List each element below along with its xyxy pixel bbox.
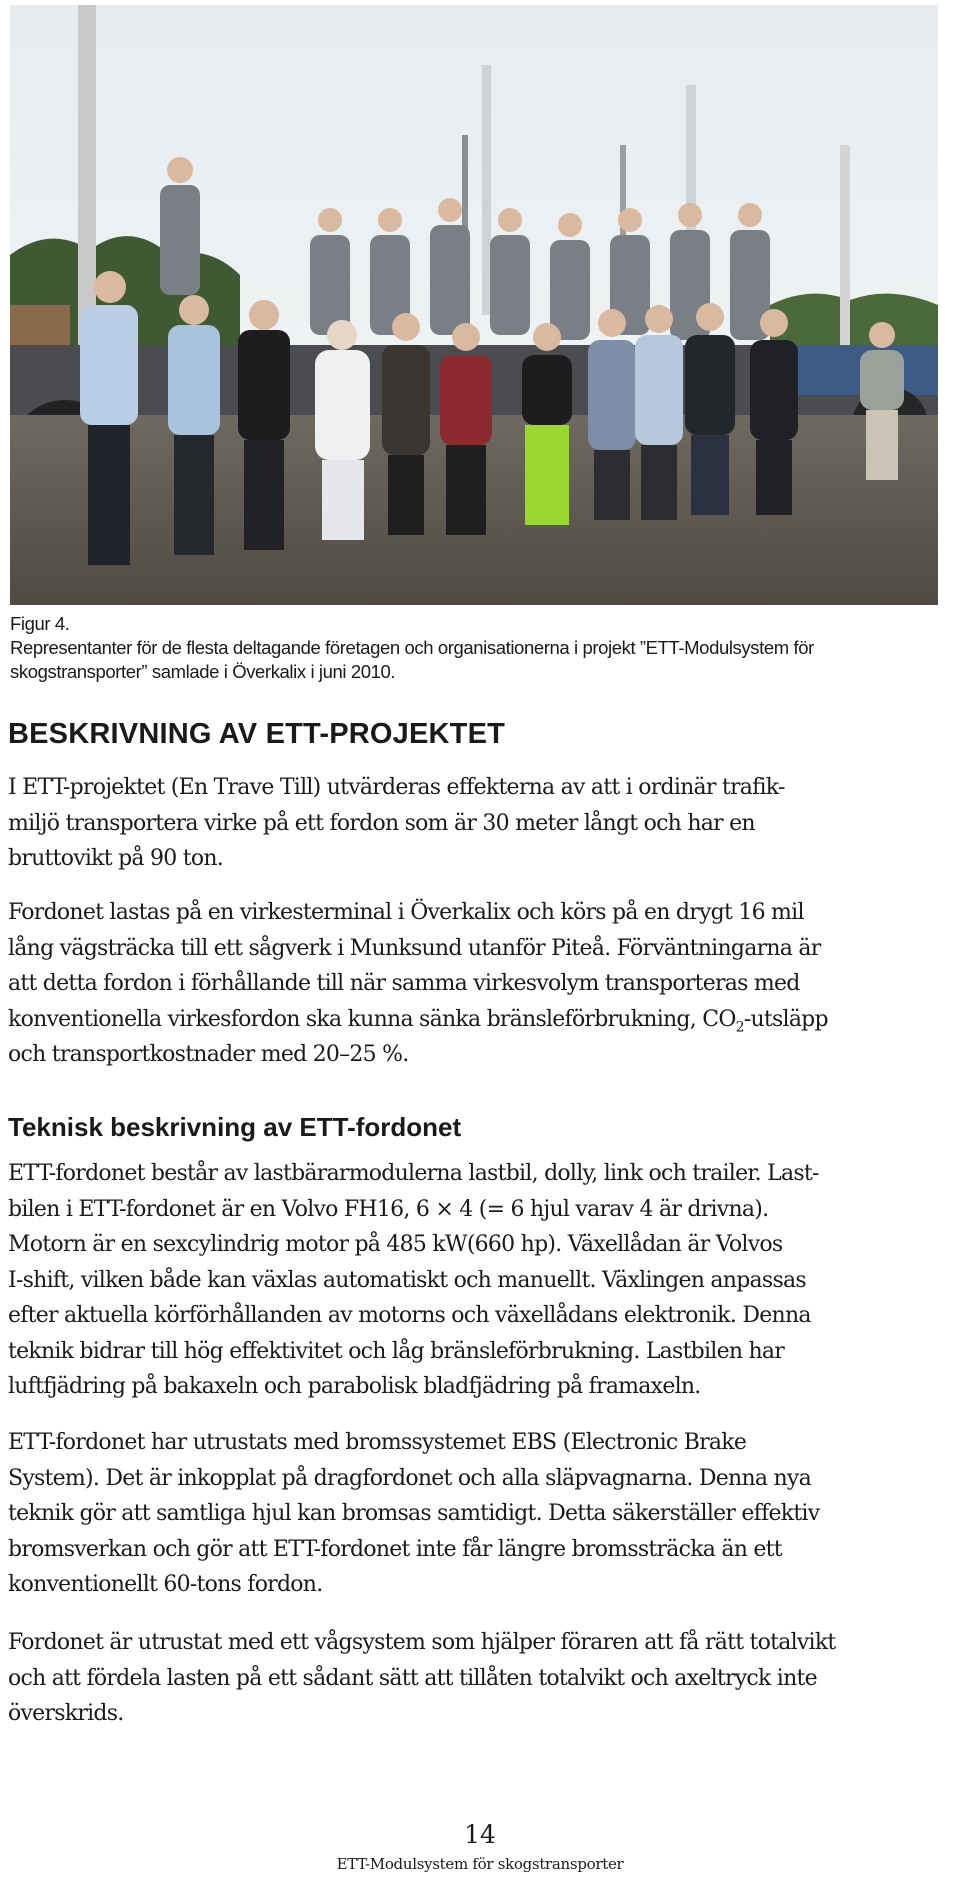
text-line: teknik gör att samtliga hjul kan bromsas samtidigt. Detta säkerställer effektiv [8, 1501, 820, 1526]
text-line: överskrids. [8, 1701, 124, 1726]
text-line: Motorn är en sexcylindrig motor på 485 kW(660 hp). Växellådan är Volvos [8, 1232, 783, 1257]
caption-line: skogstransporter” samlade i Överkalix i juni 2010. [10, 661, 396, 682]
co2-suffix: -utsläpp [743, 1006, 828, 1032]
text-line: ETT-fordonet har utrustats med bromssystemet EBS (Electronic Brake [8, 1430, 747, 1455]
text-line: I ETT-projektet (En Trave Till) utvärderas effekterna av att i ordinär trafik- [8, 775, 785, 800]
text-line: ETT-fordonet består av lastbärarmodulerna lastbil, dolly, link och trailer. Last- [8, 1161, 819, 1186]
group-photo [10, 5, 938, 605]
paragraph [8, 770, 958, 877]
footer-title: ETT-Modulsystem för skogstransporter [336, 1855, 624, 1873]
text-line: bruttovikt på 90 ton. [8, 846, 224, 871]
text-line: bromsverkan och gör att ETT-fordonet inte får längre bromssträcka än ett [8, 1536, 782, 1562]
section-heading: BESKRIVNING AV ETT-PROJEKTET [8, 718, 506, 750]
text-line [8, 1002, 958, 1038]
text-line: teknik bidrar till hög effektivitet och låg bränsleförbrukning. Lastbilen har [8, 1338, 785, 1364]
text-line: Fordonet är utrustat med ett vågsystem som hjälper föraren att få rätt totalvikt [8, 1630, 836, 1655]
subheading: Teknisk beskrivning av ETT-fordonet [8, 1112, 462, 1142]
text-line: och att fördela lasten på ett sådant sätt att tillåten totalvikt och axeltryck inte [8, 1665, 817, 1691]
text-line: I-shift, vilken både kan växlas automatiskt och manuellt. Växlingen anpassas [8, 1267, 806, 1293]
text-line: bilen i ETT-fordonet är en Volvo FH16, 6 × 4 (= 6 hjul varav 4 är drivna). [8, 1196, 769, 1222]
text-line: att detta fordon i förhållande till när samma virkesvolym transporteras med [8, 971, 800, 996]
text-line: lång vägsträcka till ett sågverk i Munksund utanför Piteå. Förväntningarna är [8, 935, 821, 961]
paragraph [8, 1425, 958, 1603]
text-line: miljö transportera virke på ett fordon som är 30 meter långt och har en [8, 810, 755, 836]
text-line: Fordonet lastas på en virkesterminal i Överkalix och körs på en drygt 16 mil [8, 900, 804, 925]
paragraph [8, 1156, 958, 1405]
text-line: konventionellt 60-tons fordon. [8, 1572, 323, 1597]
text-line: System). Det är inkopplat på dragfordonet och alla släpvagnarna. Denna nya [8, 1465, 811, 1491]
text-line: luftfjädring på bakaxeln och parabolisk bladfjädring på framaxeln. [8, 1374, 701, 1399]
figure-caption [10, 612, 940, 684]
paragraph [8, 1625, 958, 1732]
figure-label: Figur 4. [10, 613, 70, 634]
caption-line: Representanter för de flesta deltagande företagen och organisationerna i projekt ”ETT-Modulsystem för [10, 637, 814, 658]
page-number: 14 [464, 1820, 496, 1849]
text-line: efter aktuella körförhållanden av motorns och växellådans elektronik. Denna [8, 1303, 811, 1328]
paragraph [8, 895, 958, 1073]
co2-text: konventionella virkesfordon ska kunna sänka bränsleförbrukning, CO [8, 1006, 736, 1032]
co2-subscript: 2 [735, 1018, 744, 1035]
text-line: och transportkostnader med 20–25 %. [8, 1042, 409, 1067]
